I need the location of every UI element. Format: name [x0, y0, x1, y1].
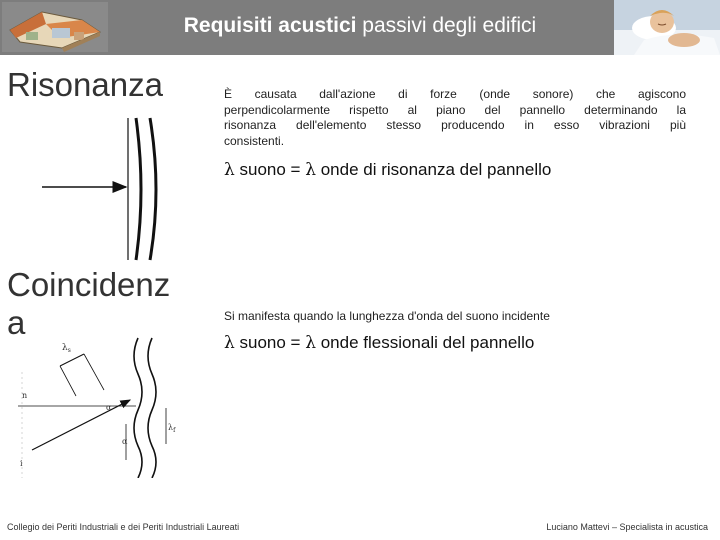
- resonance-line-2: perpendicolarmente rispetto al piano del pannello determinando la: [224, 102, 686, 117]
- panel-bent-line: [136, 118, 141, 260]
- coincidence-diagram: [10, 332, 210, 478]
- lambda-symbol: λ: [224, 160, 235, 180]
- panel-bent-line: [150, 118, 156, 260]
- panel-wave-line: [148, 338, 156, 478]
- wavefront-line: [84, 354, 104, 390]
- alpha-label: α: [106, 403, 112, 412]
- page-title: [0, 14, 720, 38]
- header-bar: [0, 0, 720, 55]
- title-rest: passivi degli edifici: [356, 14, 537, 37]
- resonance-title: Risonanza: [7, 66, 163, 103]
- resonance-line-4: consistenti.: [224, 133, 285, 148]
- resonance-formula: [224, 160, 551, 180]
- lambda-f-subscript: f: [173, 427, 176, 434]
- formula-equals-text: suono =: [234, 160, 306, 179]
- sleeping-person-icon: [614, 0, 720, 55]
- resonance-line-1: È causata dall'azione di forze (onde sonore) che agiscono: [224, 87, 686, 101]
- incident-ray: [32, 400, 130, 450]
- footer-right: Luciano Mattevi – Specialista in acustica: [546, 522, 708, 532]
- formula-equals-text: suono =: [234, 333, 306, 352]
- alpha-label: α: [122, 437, 128, 446]
- formula-rest-text: onde flessionali del pannello: [315, 333, 535, 352]
- panel-wave-line: [134, 338, 142, 478]
- coincidence-title-line1: Coincidenz: [7, 266, 171, 303]
- panel-resonance-diagram: [30, 112, 180, 264]
- lambda-s-dimension-line: [60, 354, 84, 366]
- coincidence-title: [7, 266, 170, 342]
- wavefront-line: [60, 366, 76, 396]
- normal-label: n: [22, 391, 28, 400]
- coincidence-description: Si manifesta quando la lunghezza d'onda del suono incidente: [224, 309, 550, 323]
- title-bold: Requisiti acustici: [183, 14, 357, 37]
- lambda-f-label: $\lambda_f$: [168, 423, 176, 434]
- coincidence-title-line2: a: [7, 303, 26, 341]
- incidence-label: i: [20, 459, 23, 468]
- lambda-s-subscript: s: [67, 347, 71, 354]
- lambda-symbol: λ: [305, 160, 316, 180]
- lambda-symbol: λ: [305, 333, 316, 353]
- coincidence-formula: [224, 333, 534, 353]
- lambda-symbol: λ: [224, 333, 235, 353]
- resonance-line-3: risonanza dell'elemento stesso producendo in esso vibrazioni più: [224, 118, 686, 132]
- footer-left: Collegio dei Periti Industriali e dei Periti Industriali Laureati: [7, 522, 240, 532]
- resonance-description: [224, 87, 686, 149]
- lambda-s-label: $\lambda_s$: [62, 343, 71, 354]
- formula-rest-text: onde di risonanza del pannello: [315, 160, 552, 179]
